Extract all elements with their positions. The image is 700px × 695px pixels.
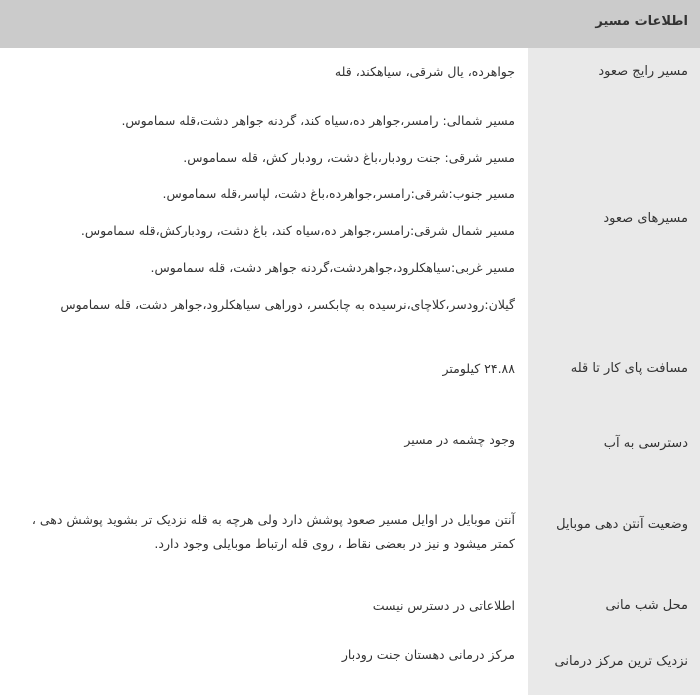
value-distance: ۲۴.۸۸ کیلومتر xyxy=(442,361,515,376)
route-item: مسیر غربی:سیاهکلرود،جواهردشت،گردنه جواهر دشت، قله سماموس. xyxy=(150,260,515,275)
label-routes: مسیرهای صعود xyxy=(603,211,688,226)
route-item: مسیر شمال شرقی:رامسر،جواهر ده،سیاه کند، باغ دشت، رودبارکش،قله سماموس. xyxy=(80,223,515,238)
value-antenna: آنتن موبایل در اوایل مسیر صعود پوشش دارد ولی هرچه به قله نزدیک تر بشوید پوشش دهی ، کمتر میشود و نیز در بعضی نقاط ، روی قله ارتباط موبایلی وجود دارد. xyxy=(31,512,515,551)
label-overnight: محل شب مانی xyxy=(605,598,688,613)
section-title: اطلاعات مسیر xyxy=(595,14,688,29)
label-water: دسترسی به آب xyxy=(603,436,688,451)
value-medical: مرکز درمانی دهستان جنت رودبار xyxy=(341,647,515,662)
value-common-route: جواهرده، یال شرقی، سیاهکند، قله xyxy=(334,64,515,79)
label-antenna: وضعیت آنتن دهی موبایل xyxy=(556,517,688,532)
value-water: وجود چشمه در مسیر xyxy=(404,432,515,447)
route-item: مسیر شمالی: رامسر،جواهر ده،سیاه کند، گردنه جواهر دشت،قله سماموس. xyxy=(121,113,515,128)
route-item: گیلان:رودسر،کلاچای،نرسیده به چابکسر، دوراهی سیاهکلرود،جواهر دشت، قله سماموس xyxy=(60,297,515,312)
route-item: مسیر جنوب:شرقی:رامسر،جواهرده،باغ دشت، لپاسر،قله سماموس. xyxy=(162,186,515,201)
value-overnight: اطلاعاتی در دسترس نیست xyxy=(372,598,515,613)
section-header xyxy=(0,0,700,48)
route-item: مسیر شرقی: جنت رودبار،باغ دشت، رودبار کش، قله سماموس. xyxy=(183,150,515,165)
label-distance: مسافت پای کار تا قله xyxy=(570,361,688,376)
label-common-route: مسیر رایج صعود xyxy=(598,64,688,79)
label-medical: نزدیک ترین مرکز درمانی xyxy=(554,654,688,669)
